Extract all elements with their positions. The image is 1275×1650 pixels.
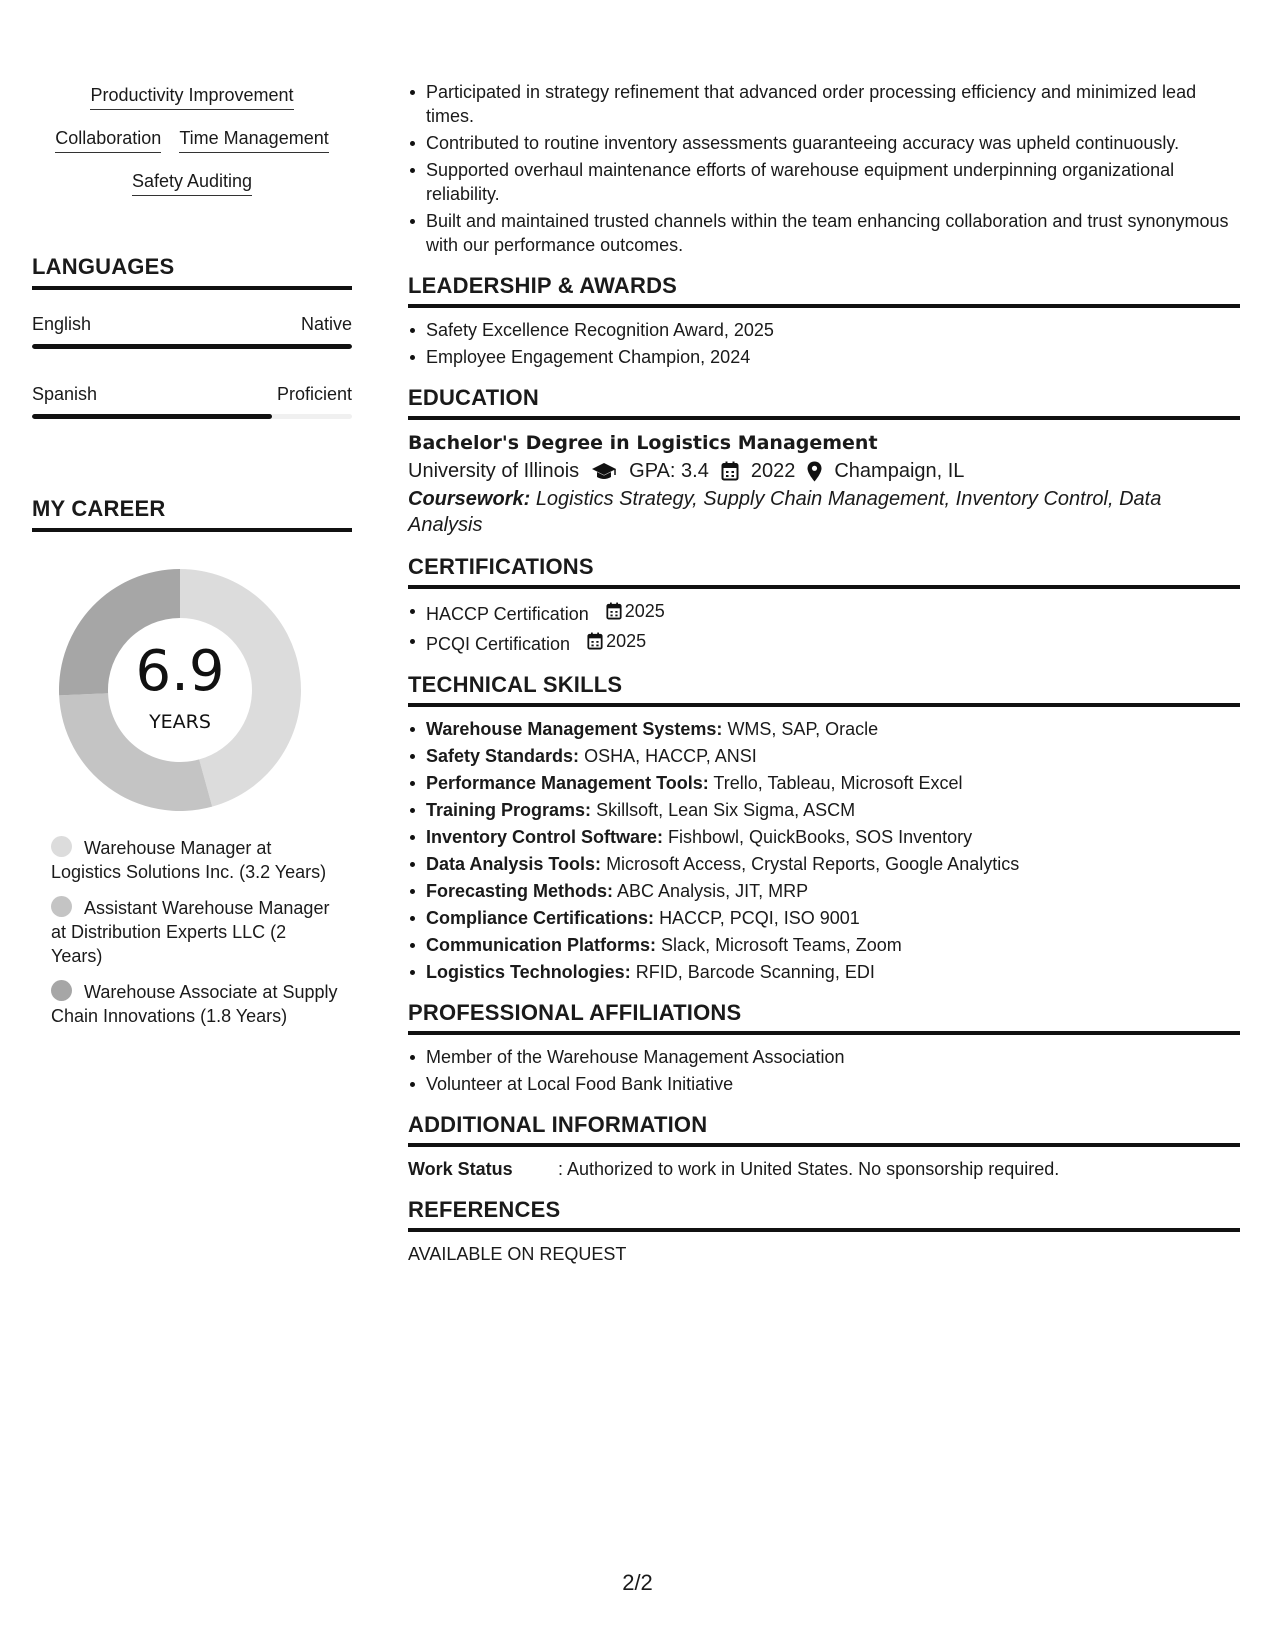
experience-bullet: Contributed to routine inventory assessments guaranteeing accuracy was upheld continuously. (426, 131, 1240, 155)
skill-values: Skillsoft, Lean Six Sigma, ASCM (596, 800, 856, 820)
skill-values: Trello, Tableau, Microsoft Excel (713, 773, 963, 793)
career-donut-chart (56, 566, 304, 814)
language-name: English (32, 314, 92, 334)
legend-label: Warehouse Manager at Logistics Solutions Inc. (3.2 Years) (51, 838, 327, 882)
career-legend (51, 836, 341, 1040)
language-level: Proficient (276, 384, 352, 404)
legend-dot (51, 980, 72, 1001)
skill-category: Inventory Control Software: (426, 827, 664, 847)
experience-bullet: Built and maintained trusted channels within the team enhancing collaboration and trust synonymous with our performance outcomes. (426, 209, 1240, 257)
calendar-icon (587, 632, 603, 650)
language-bar (32, 414, 352, 419)
skill-tag: Collaboration (55, 127, 161, 153)
work-status-label: Work Status (408, 1159, 513, 1179)
skill-values: Fishbowl, QuickBooks, SOS Inventory (668, 827, 973, 847)
technical-skill (426, 906, 1240, 930)
skill-category: Safety Standards: (426, 746, 580, 766)
legend-item (51, 980, 341, 1028)
award-item: Safety Excellence Recognition Award, 2025 (426, 318, 1240, 342)
certification-year: 2025 (624, 601, 665, 621)
skill-values: Slack, Microsoft Teams, Zoom (661, 935, 902, 955)
affiliations-heading: PROFESSIONAL AFFILIATIONS (408, 1000, 1240, 1035)
calendar-icon (606, 602, 622, 620)
school-location: Champaign, IL (834, 460, 965, 482)
language-bar-fill (32, 344, 352, 349)
certification-name: PCQI Certification (426, 634, 571, 654)
technical-skill (426, 852, 1240, 876)
affiliations-list (408, 1045, 1240, 1096)
skill-category: Compliance Certifications: (426, 908, 655, 928)
career-total: 6.9 (135, 639, 225, 704)
graduation-year: 2022 (750, 460, 796, 482)
certifications-heading: CERTIFICATIONS (408, 554, 1240, 589)
skill-values: OSHA, HACCP, ANSI (584, 746, 757, 766)
technical-skill (426, 744, 1240, 768)
calendar-icon (721, 461, 739, 481)
legend-item (51, 896, 341, 968)
certification-name: HACCP Certification (426, 604, 589, 624)
technical-skill (426, 960, 1240, 984)
coursework-list: Logistics Strategy, Supply Chain Management, Inventory Control, Data Analysis (408, 488, 1162, 536)
legend-item (51, 836, 341, 884)
education-details (408, 456, 1240, 486)
legend-label: Assistant Warehouse Manager at Distribution Experts LLC (2 Years) (51, 898, 330, 966)
skill-values: WMS, SAP, Oracle (727, 719, 879, 739)
language-level: Native (300, 314, 352, 334)
additional-info-heading: ADDITIONAL INFORMATION (408, 1112, 1240, 1147)
skill-category: Data Analysis Tools: (426, 854, 602, 874)
languages-heading: LANGUAGES (32, 254, 352, 290)
leadership-heading: LEADERSHIP & AWARDS (408, 273, 1240, 308)
career-unit: YEARS (149, 711, 211, 733)
language-name: Spanish (32, 384, 98, 404)
language-spanish (32, 383, 352, 419)
skill-values: RFID, Barcode Scanning, EDI (635, 962, 875, 982)
certification-item (426, 599, 1240, 626)
right-column (408, 0, 1240, 1266)
skill-values: HACCP, PCQI, ISO 9001 (659, 908, 860, 928)
experience-bullet: Participated in strategy refinement that advanced order processing efficiency and minimized lead times. (426, 80, 1240, 128)
references-text: AVAILABLE ON REQUEST (408, 1244, 627, 1264)
location-pin-icon (807, 461, 822, 482)
page-number: 2/2 (622, 1570, 653, 1595)
award-item: Employee Engagement Champion, 2024 (426, 345, 1240, 369)
coursework-label: Coursework: (408, 488, 531, 510)
experience-bullets (408, 80, 1240, 257)
skill-tag: Time Management (179, 127, 328, 153)
certifications-list (408, 599, 1240, 656)
language-english (32, 313, 352, 349)
technical-skill (426, 825, 1240, 849)
leadership-list (408, 318, 1240, 369)
technical-skill (426, 717, 1240, 741)
legend-dot (51, 896, 72, 917)
graduation-cap-icon (591, 462, 617, 480)
affiliation-item: Volunteer at Local Food Bank Initiative (426, 1072, 1240, 1096)
legend-label: Warehouse Associate at Supply Chain Innovations (1.8 Years) (51, 982, 338, 1026)
skill-values: ABC Analysis, JIT, MRP (617, 881, 809, 901)
technical-skills-list (408, 717, 1240, 984)
technical-skill (426, 798, 1240, 822)
language-bar (32, 344, 352, 349)
education-heading: EDUCATION (408, 385, 1240, 420)
affiliation-item: Member of the Warehouse Management Association (426, 1045, 1240, 1069)
references-heading: REFERENCES (408, 1197, 1240, 1232)
legend-dot (51, 836, 72, 857)
certification-year: 2025 (606, 631, 647, 651)
school-name: University of Illinois (408, 460, 580, 482)
technical-skill (426, 933, 1240, 957)
skill-category: Warehouse Management Systems: (426, 719, 723, 739)
skill-category: Logistics Technologies: (426, 962, 631, 982)
language-bar-fill (32, 414, 272, 419)
work-status-value: : Authorized to work in United States. No sponsorship required. (558, 1159, 1060, 1179)
certification-item (426, 629, 1240, 656)
skill-values: Microsoft Access, Crystal Reports, Google Analytics (606, 854, 1020, 874)
work-status (408, 1157, 1240, 1181)
technical-skill (426, 771, 1240, 795)
technical-skills-heading: TECHNICAL SKILLS (408, 672, 1240, 707)
skill-tag: Productivity Improvement (90, 84, 293, 110)
skill-category: Performance Management Tools: (426, 773, 709, 793)
skill-category: Communication Platforms: (426, 935, 657, 955)
experience-bullet: Supported overhaul maintenance efforts of warehouse equipment underpinning organizational reliability. (426, 158, 1240, 206)
skill-category: Training Programs: (426, 800, 592, 820)
coursework (408, 486, 1240, 538)
skill-tag: Safety Auditing (132, 170, 252, 196)
skills-tags (32, 84, 352, 196)
skill-category: Forecasting Methods: (426, 881, 614, 901)
career-heading: MY CAREER (32, 496, 352, 532)
technical-skill (426, 879, 1240, 903)
degree-title: Bachelor's Degree in Logistics Management (408, 432, 878, 454)
gpa: GPA: 3.4 (629, 460, 709, 482)
